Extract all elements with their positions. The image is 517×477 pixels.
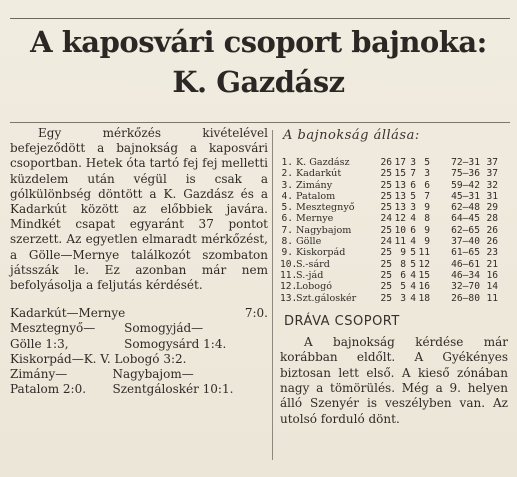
- standings-cell-w: 3: [400, 292, 406, 304]
- standings-cell-d: 4: [410, 236, 416, 248]
- standings-cell-p: 25: [380, 190, 392, 202]
- standings-cell-w: 15: [394, 168, 406, 180]
- standings-row: [280, 202, 508, 213]
- standings-cell-l: 11: [418, 247, 430, 259]
- standings-cell-d: 6: [410, 179, 416, 191]
- standings-cell-w: 5: [400, 281, 406, 293]
- result-row: [10, 352, 268, 367]
- standings-cell-team: S.-jád: [296, 269, 324, 281]
- standings-cell-d: 3: [410, 157, 416, 168]
- standings-cell-pts: 37: [486, 168, 498, 180]
- standings-cell-rank: 12.: [280, 281, 298, 293]
- standings-cell-rank: 6.: [281, 213, 293, 225]
- standings-cell-goals: 72—31: [451, 157, 480, 168]
- standings-cell-rank: 10.: [280, 258, 298, 270]
- standings-cell-p: 25: [380, 281, 392, 293]
- standings-cell-rank: 13.: [280, 292, 298, 304]
- standings-cell-pts: 26: [486, 236, 498, 248]
- standings-cell-p: 25: [380, 258, 392, 270]
- standings-cell-l: 18: [418, 292, 430, 304]
- standings-cell-team: Mernye: [296, 213, 334, 225]
- result-left: Mesztegnyő—Gölle 1:3,: [10, 321, 96, 351]
- standings-row: [280, 191, 508, 202]
- standings-cell-l: 15: [418, 269, 430, 281]
- standings-cell-goals: 45—31: [451, 190, 480, 202]
- standings-cell-rank: 11.: [280, 269, 298, 281]
- standings-cell-w: 11: [394, 236, 406, 248]
- headline: [0, 22, 517, 102]
- standings-cell-goals: 75—36: [451, 168, 480, 180]
- standings-cell-rank: 9.: [281, 247, 293, 259]
- standings-cell-p: 25: [380, 202, 392, 214]
- standings-cell-goals: 32—70: [451, 281, 480, 293]
- standings-cell-pts: 16: [486, 269, 498, 281]
- standings-cell-team: Mesztegnyő: [296, 202, 355, 214]
- result-row: [10, 367, 268, 397]
- standings-cell-pts: 23: [486, 247, 498, 259]
- headline-rule: [10, 122, 510, 123]
- result-row: [10, 321, 268, 351]
- standings-cell-d: 4: [410, 292, 416, 304]
- standings-cell-goals: 62—48: [451, 202, 480, 214]
- standings-cell-d: 4: [410, 213, 416, 225]
- standings-cell-d: 3: [410, 202, 416, 214]
- standings-cell-w: 6: [400, 269, 406, 281]
- standings-row: [280, 213, 508, 224]
- standings-row: [280, 281, 508, 292]
- standings-cell-team: Kiskorpád: [296, 247, 346, 259]
- standings-cell-w: 10: [394, 224, 406, 236]
- standings-cell-d: 6: [410, 224, 416, 236]
- standings-cell-d: 5: [410, 247, 416, 259]
- standings-cell-d: 5: [410, 258, 416, 270]
- result-right: 7:0.: [244, 306, 268, 321]
- standings-cell-team: Kadarkút: [296, 168, 342, 180]
- article-paragraph: Egy mérkőzés kivételével befejeződött a bajnokság a kaposvári csoportban. Hetek óta tartó fej fej melletti küzdelem után végül is csak a gólkülönbség döntött a K. Gazdász és a Kadarkút között az előbbiek javára. Mindkét csapat egyaránt 37 pontot szerzett. Az egyetlen elmaradt mérkőzést, a Gölle—Mernye találkozót szombaton játsszák le. Ez azonban már nem befolyásolja a feljutás kérdését.: [10, 126, 268, 293]
- drava-article-text: A bajnokság kérdése már korábban eldőlt. A Gyékényes biztosan lett első. A kieső zónában nagy a tömörülés. Még a 9. helyen álló Szenyér is veszélyben van. Az utolsó forduló dönt.: [280, 334, 508, 426]
- standings-cell-team: Nagybajom: [296, 224, 352, 236]
- result-left: Kadarkút—Mernye: [10, 306, 126, 321]
- result-left: Zimány—Patalom 2:0.: [10, 367, 87, 397]
- standings-cell-p: 25: [380, 247, 392, 259]
- result-right: Nagybajom—Szentgáloskér 10:1.: [112, 367, 234, 397]
- standings-row: [280, 293, 508, 304]
- result-right: Somogyjád—Somogysárd 1:4.: [124, 321, 227, 351]
- standings-cell-l: 9: [424, 202, 430, 214]
- standings-cell-l: 5: [424, 157, 430, 168]
- drava-section-title: DRÁVA CSOPORT: [284, 313, 400, 329]
- standings-cell-l: 9: [424, 224, 430, 236]
- standings-row: [280, 259, 508, 270]
- standings-cell-l: 3: [424, 168, 430, 180]
- standings-cell-l: 9: [424, 236, 430, 248]
- standings-cell-team: Szt.gáloskér: [296, 292, 357, 304]
- standings-row: [280, 236, 508, 247]
- standings-cell-d: 5: [410, 190, 416, 202]
- standings-cell-pts: 37: [486, 157, 498, 168]
- standings-cell-rank: 5.: [281, 202, 293, 214]
- standings-cell-pts: 14: [486, 281, 498, 293]
- standings-cell-goals: 61—65: [451, 247, 480, 259]
- standings-cell-l: 6: [424, 179, 430, 191]
- headline-line-2: K. Gazdász: [172, 65, 345, 99]
- standings-row: [280, 168, 508, 179]
- standings-cell-p: 25: [380, 269, 392, 281]
- standings-row: [280, 225, 508, 236]
- standings-table: [280, 157, 508, 304]
- standings-cell-w: 9: [400, 247, 406, 259]
- standings-cell-goals: 26—80: [451, 292, 480, 304]
- top-rule: [10, 18, 510, 19]
- standings-cell-pts: 32: [486, 179, 498, 191]
- results-list: [10, 306, 268, 397]
- headline-line-1: A kaposvári csoport bajnoka:: [30, 25, 487, 59]
- article-right-column: [280, 128, 508, 427]
- standings-cell-rank: 2.: [281, 168, 293, 180]
- standings-cell-rank: 4.: [281, 190, 293, 202]
- standings-cell-goals: 46—34: [451, 269, 480, 281]
- standings-cell-pts: 26: [486, 224, 498, 236]
- article-left-column: [10, 126, 268, 397]
- standings-title: A bajnokság állása:: [283, 128, 420, 143]
- standings-cell-w: 13: [394, 202, 406, 214]
- standings-cell-team: Gölle: [296, 236, 322, 248]
- standings-cell-p: 25: [380, 168, 392, 180]
- result-row: [10, 306, 268, 321]
- standings-cell-goals: 62—65: [451, 224, 480, 236]
- standings-row: [280, 180, 508, 191]
- standings-cell-w: 13: [394, 190, 406, 202]
- standings-cell-p: 25: [380, 292, 392, 304]
- standings-cell-w: 13: [394, 179, 406, 191]
- standings-cell-l: 7: [424, 190, 430, 202]
- standings-cell-l: 8: [424, 213, 430, 225]
- standings-cell-pts: 11: [486, 292, 498, 304]
- standings-row: [280, 157, 508, 168]
- standings-cell-p: 25: [380, 179, 392, 191]
- standings-cell-p: 24: [380, 236, 392, 248]
- result-left: Kiskorpád—K. V. Lobogó 3:2.: [10, 351, 187, 366]
- standings-row: [280, 247, 508, 258]
- standings-cell-team: Patalom: [296, 190, 336, 202]
- standings-cell-pts: 21: [486, 258, 498, 270]
- standings-cell-rank: 1.: [281, 157, 293, 168]
- standings-row: [280, 270, 508, 281]
- standings-cell-rank: 3.: [281, 179, 293, 191]
- standings-cell-w: 17: [394, 157, 406, 168]
- standings-cell-w: 8: [400, 258, 406, 270]
- standings-cell-p: 26: [380, 157, 392, 168]
- standings-cell-team: Lobogó: [296, 281, 332, 293]
- standings-cell-l: 12: [418, 258, 430, 270]
- standings-cell-team: Zimány: [296, 179, 333, 191]
- standings-cell-d: 4: [410, 269, 416, 281]
- standings-cell-goals: 64—45: [451, 213, 480, 225]
- standings-cell-d: 4: [410, 281, 416, 293]
- standings-cell-d: 7: [410, 168, 416, 180]
- standings-cell-p: 24: [380, 213, 392, 225]
- standings-cell-goals: 46—61: [451, 258, 480, 270]
- standings-cell-p: 25: [380, 224, 392, 236]
- standings-cell-pts: 29: [486, 202, 498, 214]
- column-divider: [272, 130, 273, 460]
- standings-cell-pts: 31: [486, 190, 498, 202]
- standings-cell-rank: 8.: [281, 236, 293, 248]
- standings-cell-rank: 7.: [281, 224, 293, 236]
- standings-cell-l: 16: [418, 281, 430, 293]
- standings-cell-team: S.-sárd: [296, 258, 330, 270]
- standings-cell-pts: 28: [486, 213, 498, 225]
- standings-cell-goals: 37—40: [451, 236, 480, 248]
- standings-cell-team: K. Gazdász: [296, 157, 350, 168]
- standings-cell-goals: 59—42: [451, 179, 480, 191]
- standings-cell-w: 12: [394, 213, 406, 225]
